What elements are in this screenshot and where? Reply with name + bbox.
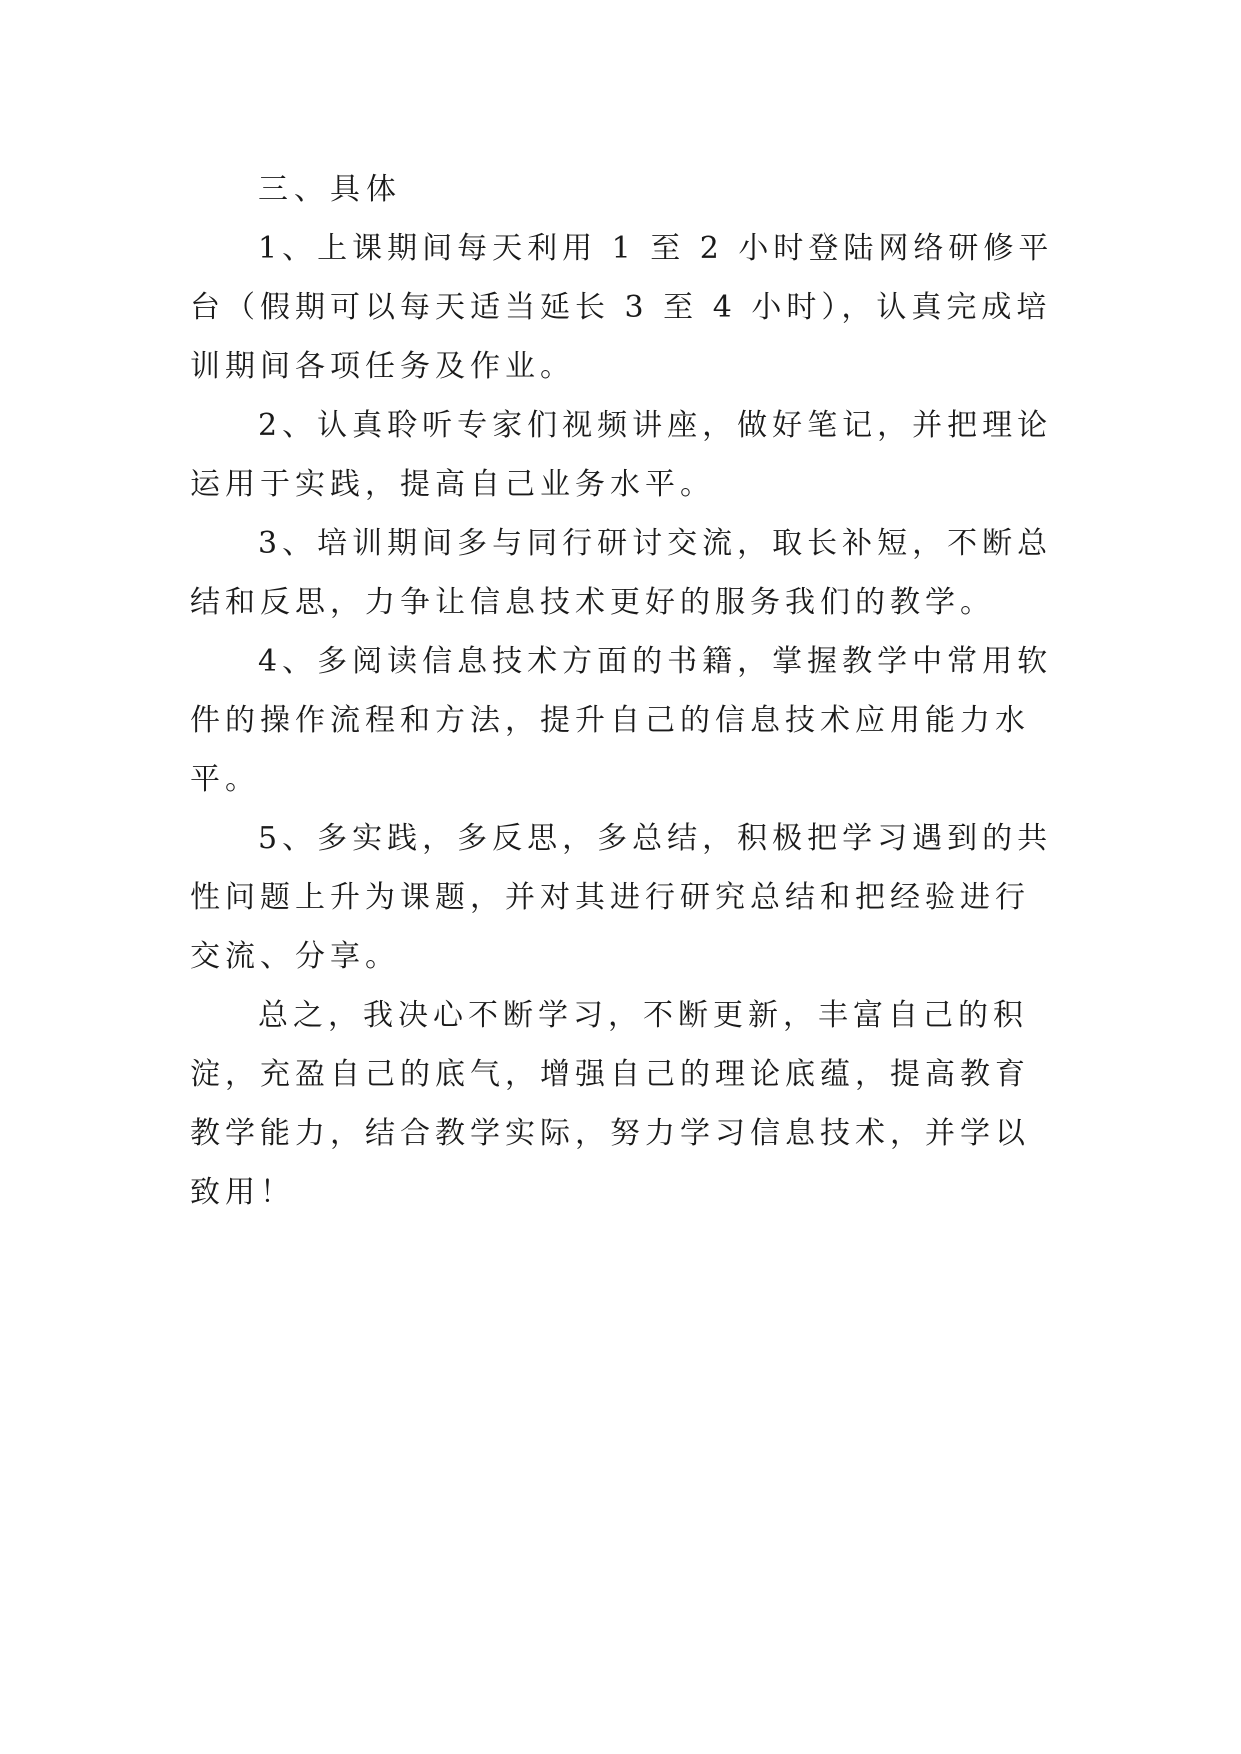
list-item-1: 1、上课期间每天利用 1 至 2 小时登陆网络研修平台（假期可以每天适当延长 3 至 4 小时），认真完成培训期间各项任务及作业。 [190,231,1054,384]
list-item-3: 3、培训期间多与同行研讨交流，取长补短，不断总结和反思，力争让信息技术更好的服务我们的教学。 [190,526,1053,620]
section-heading: 三、具体 [258,172,402,207]
list-item-2: 2、认真聆听专家们视频讲座，做好笔记，并把理论运用于实践，提高自己业务水平。 [190,408,1053,502]
list-item-5: 5、多实践，多反思，多总结，积极把学习遇到的共性问题上升为课题，并对其进行研究总结和把经验进行交流、分享。 [190,821,1053,974]
conclusion-paragraph: 总之，我决心不断学习，不断更新，丰富自己的积淀，充盈自己的底气，增强自己的理论底蕴，提高教育教学能力，结合教学实际，努力学习信息技术，并学以致用！ [190,998,1030,1210]
document-body [190,160,1060,1222]
list-item-4: 4、多阅读信息技术方面的书籍，掌握教学中常用软件的操作流程和方法，提升自己的信息技术应用能力水平。 [190,644,1053,797]
